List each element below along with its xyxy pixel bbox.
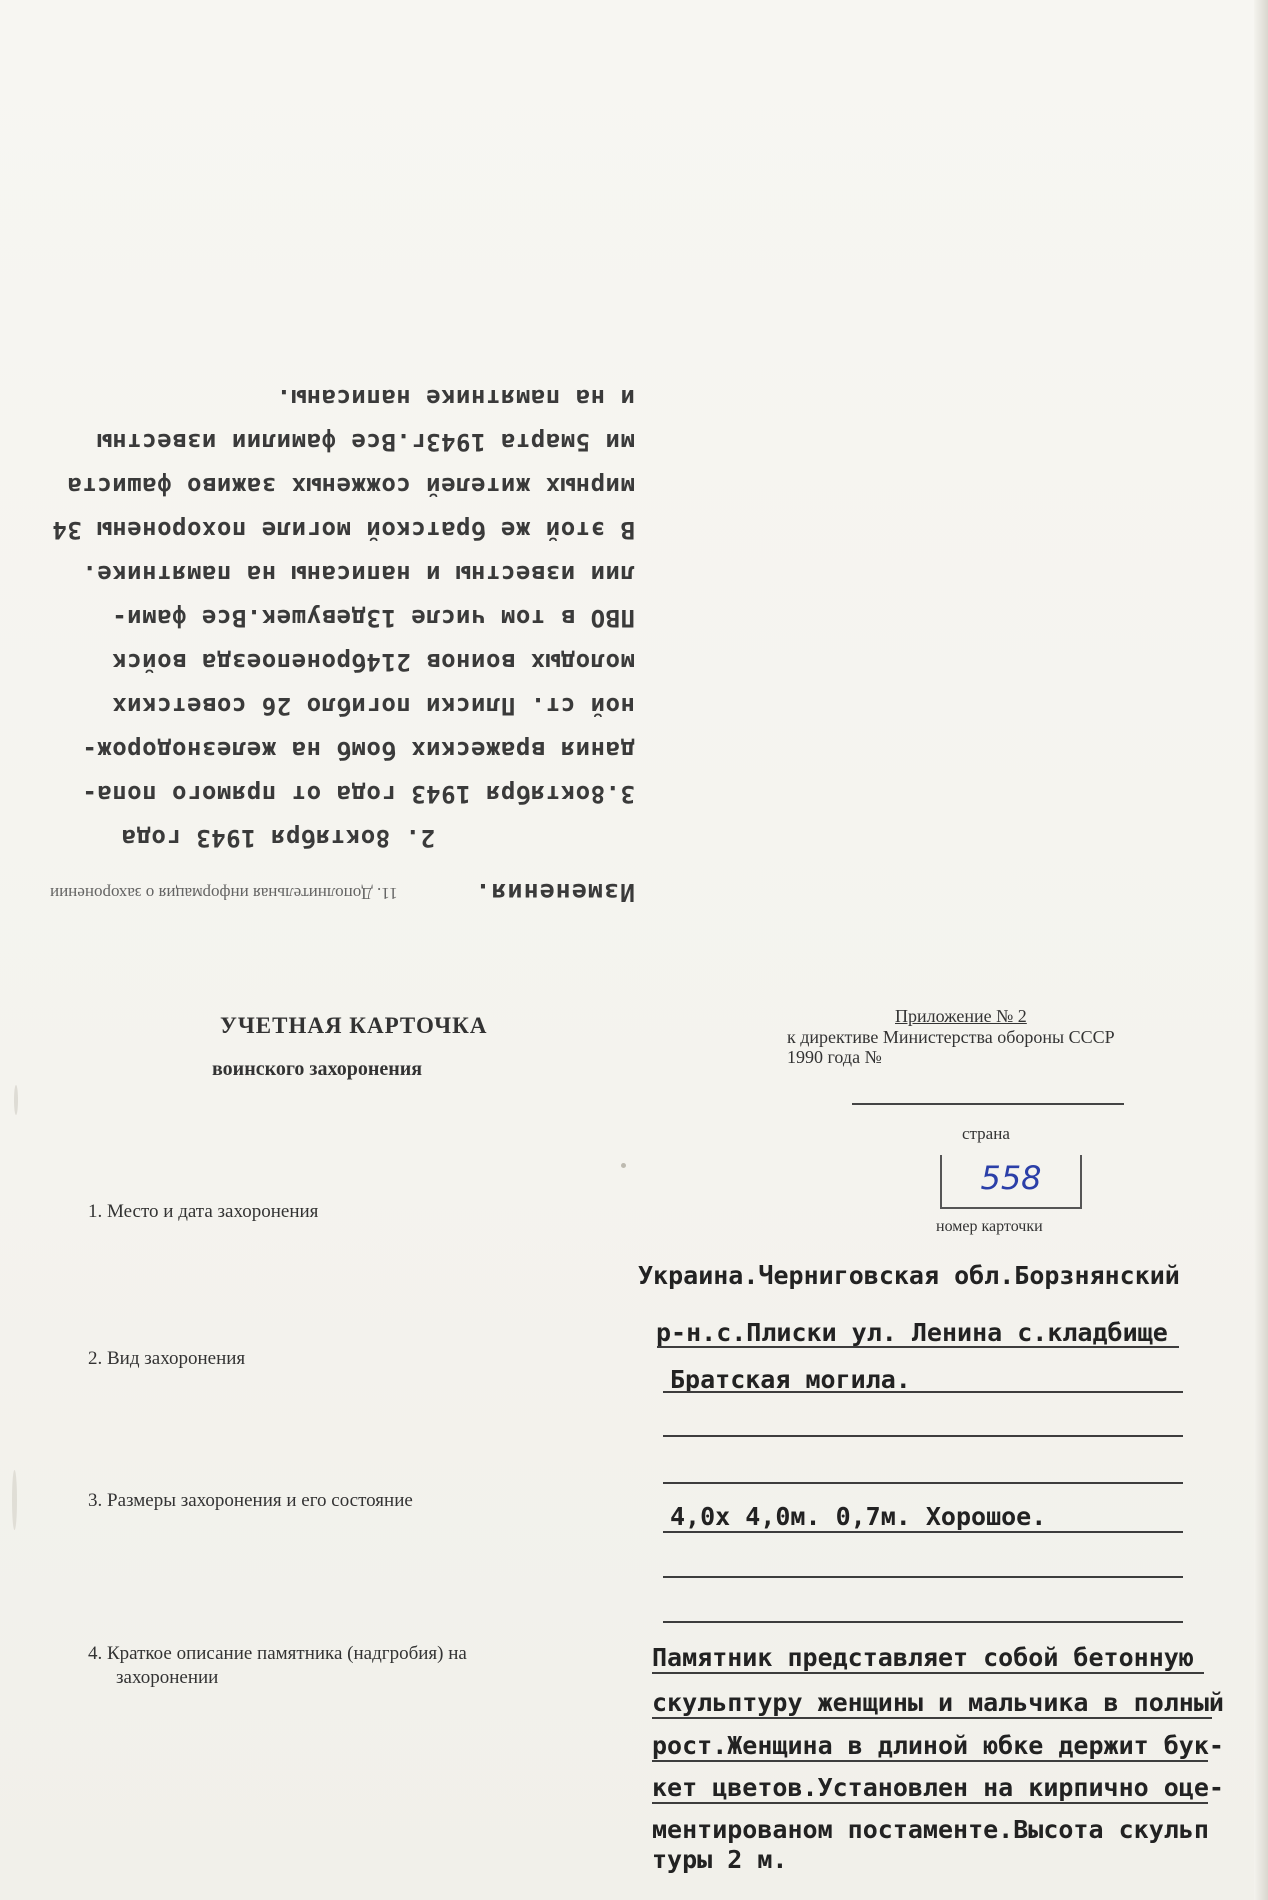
description-label	[88, 1642, 467, 1690]
reverse-line: 3.8октября 1943 года от прямого попа-	[81, 780, 635, 808]
country-label: страна	[962, 1124, 1010, 1143]
field-rule	[652, 1717, 1212, 1719]
field-rule	[663, 1435, 1183, 1437]
country-rule	[852, 1103, 1124, 1105]
reverse-line: ной ст. Плиски погибло 26 советских	[111, 692, 635, 720]
size-label: 3. Размеры захоронения и его состояние	[88, 1490, 413, 1511]
description-label-line: захоронении	[116, 1667, 219, 1688]
reverse-line: ми 5марта 1943г.Все фамилии известны	[96, 428, 635, 456]
field-rule	[663, 1576, 1183, 1578]
reverse-line: лии известны и написаны на памятнике.	[81, 560, 635, 588]
field-rule	[652, 1672, 1204, 1674]
card-number-box	[940, 1155, 1082, 1209]
appendix-line: 1990 года №	[787, 1047, 882, 1067]
place-value: р-н.с.Плиски ул. Ленина с.кладбище	[656, 1318, 1168, 1347]
appendix-title: Приложение № 2	[895, 1006, 1027, 1026]
reverse-line: 2. 8октября 1943 года	[121, 824, 435, 852]
reverse-line: В этой же братской могиле похоронены 34	[51, 516, 635, 544]
description-label-line: 4. Краткое описание памятника (надгробия) на	[88, 1643, 467, 1664]
reverse-lines	[25, 376, 635, 860]
field-rule	[652, 1802, 1208, 1804]
reverse-line: ПВО в том числе 13девушек.Все фами-	[111, 604, 635, 632]
card-number-label: номер карточки	[936, 1218, 1043, 1235]
type-label: 2. Вид захоронения	[88, 1348, 246, 1369]
reverse-side-block	[20, 255, 650, 915]
type-value: Братская могила.	[670, 1365, 911, 1394]
description-line: ментированом постаменте.Высота скульп	[652, 1815, 1209, 1844]
field-rule	[663, 1391, 1183, 1393]
description-line: Памятник представляет собой бетонную	[652, 1643, 1194, 1672]
card-subtitle: воинского захоронения	[212, 1058, 423, 1080]
description-line: рост.Женщина в длиной юбке держит бук-	[652, 1731, 1224, 1760]
reverse-line: мирных жителей сожженых заживо фашиста	[66, 472, 635, 500]
appendix-line: к директиве Министерства обороны СССР	[787, 1027, 1115, 1047]
field-rule	[663, 1531, 1183, 1533]
reverse-column-title: Изменения.	[474, 878, 635, 907]
reverse-heading: 11. Дополнительная информация о захоронении	[50, 884, 398, 903]
field-rule	[663, 1621, 1183, 1623]
reverse-line: молодых воинов 214бронепоезда войск	[111, 648, 635, 676]
appendix-block	[787, 1006, 1115, 1067]
reverse-line: дания вражеских бомб на железнодорож-	[81, 736, 635, 764]
size-value: 4,0х 4,0м. 0,7м. Хорошое.	[670, 1502, 1047, 1531]
place-label: 1. Место и дата захоронения	[88, 1201, 319, 1222]
place-value: Украина.Черниговская обл.Борзнянский	[638, 1261, 1180, 1290]
field-rule	[652, 1760, 1208, 1762]
card-title: УЧЕТНАЯ КАРТОЧКА	[220, 1013, 488, 1038]
paper-edge	[1254, 0, 1268, 1900]
reverse-line: и на памятнике написаны.	[276, 384, 635, 412]
description-line: скульптуру женщины и мальчика в полный	[652, 1688, 1224, 1717]
field-rule	[663, 1482, 1183, 1484]
description-line: туры 2 м.	[652, 1845, 788, 1874]
paper-speck	[621, 1163, 626, 1168]
paper-speck	[12, 1470, 17, 1530]
description-line: кет цветов.Установлен на кирпично оце-	[652, 1773, 1224, 1802]
card-number: 558	[980, 1159, 1042, 1197]
paper-speck	[14, 1085, 18, 1115]
field-rule	[657, 1346, 1179, 1348]
